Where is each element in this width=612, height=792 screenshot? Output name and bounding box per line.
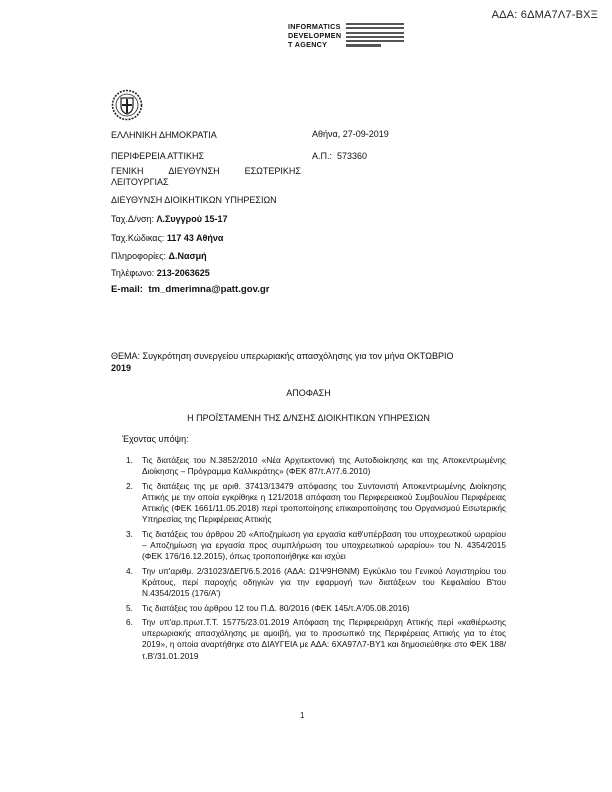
phone-label: Τηλέφωνο: [111,268,155,278]
item-text: Τις διατάξεις του άρθρου 12 του Π.Δ. 80/2016 (ΦΕΚ 145/τ.Α'/05.08.2016) [142,602,410,613]
document-date: Αθήνα, 27-09-2019 [312,129,389,139]
protocol-label: Α.Π.: [312,151,333,161]
list-item [111,603,506,614]
item-text: Τις διατάξεις του Ν.3852/2010 «Νέα Αρχιτεκτονική της Αυτοδιοίκησης και της Αποκεντρωμένης Διοίκησης – Πρόγραμμα Καλλικράτης» (ΦΕΚ 87/τ.Α'/7.6.2010) [142,455,506,477]
protocol-number [312,151,367,162]
item-number: 5. [126,602,133,613]
decision-title: ΑΠΟΦΑΣΗ [286,388,331,398]
fine-print-line [346,40,404,42]
subject-text: Συγκρότηση συνεργείου υπερωριακής απασχόλησης για τον μήνα ΟΚΤΩΒΡΙΟ [142,351,454,361]
fine-print-line [346,23,404,25]
considerations-intro: Έχοντας υπόψη: [122,434,189,444]
country-name: ΕΛΛΗΝΙΚΗ ΔΗΜΟΚΡΑΤΙΑ [111,130,217,140]
list-item [111,481,506,526]
item-text: Τις διατάξεις του άρθρου 20 «Αποζημίωση για εργασία καθ'υπέρβαση του υποχρεωτικού ωραρίου – Αποζημίωση για εργασία προς συμπλήρωση του υποχρεωτικού ωραρίου» του Ν. 4354/2015 (ΦΕΚ 176/16.12.2015), όπως τροποποιήθηκε και ισχύει [142,528,506,562]
considerations-list [111,455,506,665]
phone-value: 213-2063625 [156,268,210,278]
subject-year: 2019 [111,363,132,373]
item-number: 4. [126,565,133,576]
fine-print-line [346,32,404,34]
postal-code-line [111,233,223,244]
item-number: 3. [126,528,133,539]
general-directorate-word: ΕΣΩΤΕΡΙΚΗΣ [244,166,301,176]
info-label: Πληροφορίες: [111,251,166,261]
logo-line-1: INFORMATICS [288,22,341,31]
fine-print-line [346,36,404,38]
email-line [111,284,269,295]
logo-line-3: T AGENCY [288,40,328,49]
info-line [111,251,207,262]
authority-title: Η ΠΡΟΪΣΤΑΜΕΝΗ ΤΗΣ Δ/ΝΣΗΣ ΔΙΟΙΚΗΤΙΚΩΝ ΥΠΗΡΕΣΙΩΝ [187,413,430,423]
address-value: Λ.Συγγρού 15-17 [156,214,228,224]
logo-text [288,22,341,49]
item-number: 1. [126,455,133,465]
address-line [111,214,228,225]
email-label: E-mail: [111,284,143,295]
general-directorate-line-2: ΛΕΙΤΟΥΡΓΙΑΣ [111,177,169,187]
list-item [111,617,506,662]
phone-line [111,268,210,279]
email-value: tm_dmerimna@patt.gov.gr [148,284,270,295]
info-value: Δ.Νασμή [168,251,207,261]
general-directorate-word: ΓΕΝΙΚΗ [111,166,144,176]
informatics-agency-logo [288,22,398,58]
fine-print-line [346,27,404,29]
item-number: 6. [126,616,133,627]
signature-fine-print [346,23,404,57]
page-number: 1 [300,711,305,720]
item-text: Την υπ'αρ.πρωτ.Τ.Τ. 15775/23.01.2019 Απόφαση της Περιφερειάρχη Αττικής περί «καθιέρωσης υπερωριακής απασχόλησης με αμοιβή, για το προσωπικό της Περιφέρειας Αττικής για το έτος 2019», η οποία αναρτήθηκε στο ΔΙΑΥΓΕΙΑ με ΑΔΑ: 6ΧΑ97Λ7-ΒΥ1 και δημοσιεύθηκε στο ΦΕΚ 188/τ.Β'/31.01.2019 [142,616,506,661]
item-text: Τις διατάξεις της με αριθ. 37413/13479 απόφασης του Συντονιστή Αποκεντρωμένης Διοίκησης Αττικής με την οποία εγκρίθηκε η 121/2018 απόφαση του Περιφερειακού Συμβουλίου Περιφέρειας Αττικής (ΦΕΚ 1661/11.05.2018) περί τροποποίησης επικαιροποίησης του Οργανισμού Εσωτερικής Υπηρεσίας της Περιφέρειας Αττικής [142,480,506,525]
list-item [111,566,506,600]
general-directorate-line-1 [111,166,301,177]
general-directorate [111,166,301,188]
list-item [111,455,506,478]
subject-label: ΘΕΜΑ: [111,351,141,361]
item-number: 2. [126,480,133,491]
address-label: Ταχ.Δ/νση: [111,214,155,224]
region-name: ΠΕΡΙΦΕΡΕΙΑ ΑΤΤΙΚΗΣ [111,151,205,161]
postal-code-value: 117 43 Αθήνα [166,233,224,243]
coat-of-arms-icon [111,89,143,121]
protocol-value: 573360 [337,151,368,161]
list-item [111,529,506,563]
ada-code: ΑΔΑ: 6ΔΜΑ7Λ7-ΒΧΞ [491,9,598,21]
logo-line-2: DEVELOPMEN [288,31,342,40]
fine-print-line [346,44,381,46]
subject-block [111,350,506,374]
directorate-name: ΔΙΕΥΘΥΝΣΗ ΔΙΟΙΚΗΤΙΚΩΝ ΥΠΗΡΕΣΙΩΝ [111,195,277,205]
item-text: Την υπ'αριθμ. 2/31023/ΔΕΠ/6.5.2016 (ΑΔΑ: Ω1Ψ9ΗΘΝΜ) Εγκύκλιο του Γενικού Λογιστηρίου του Κράτους, περί παροχής οδηγιών για την εφαρμογή των διατάξεων του Κεφαλαίου Β'του Ν.4354/2015 (176/Α') [142,565,506,599]
general-directorate-word: ΔΙΕΥΘΥΝΣΗ [168,166,220,176]
postal-code-label: Ταχ.Κώδικας: [111,233,165,243]
